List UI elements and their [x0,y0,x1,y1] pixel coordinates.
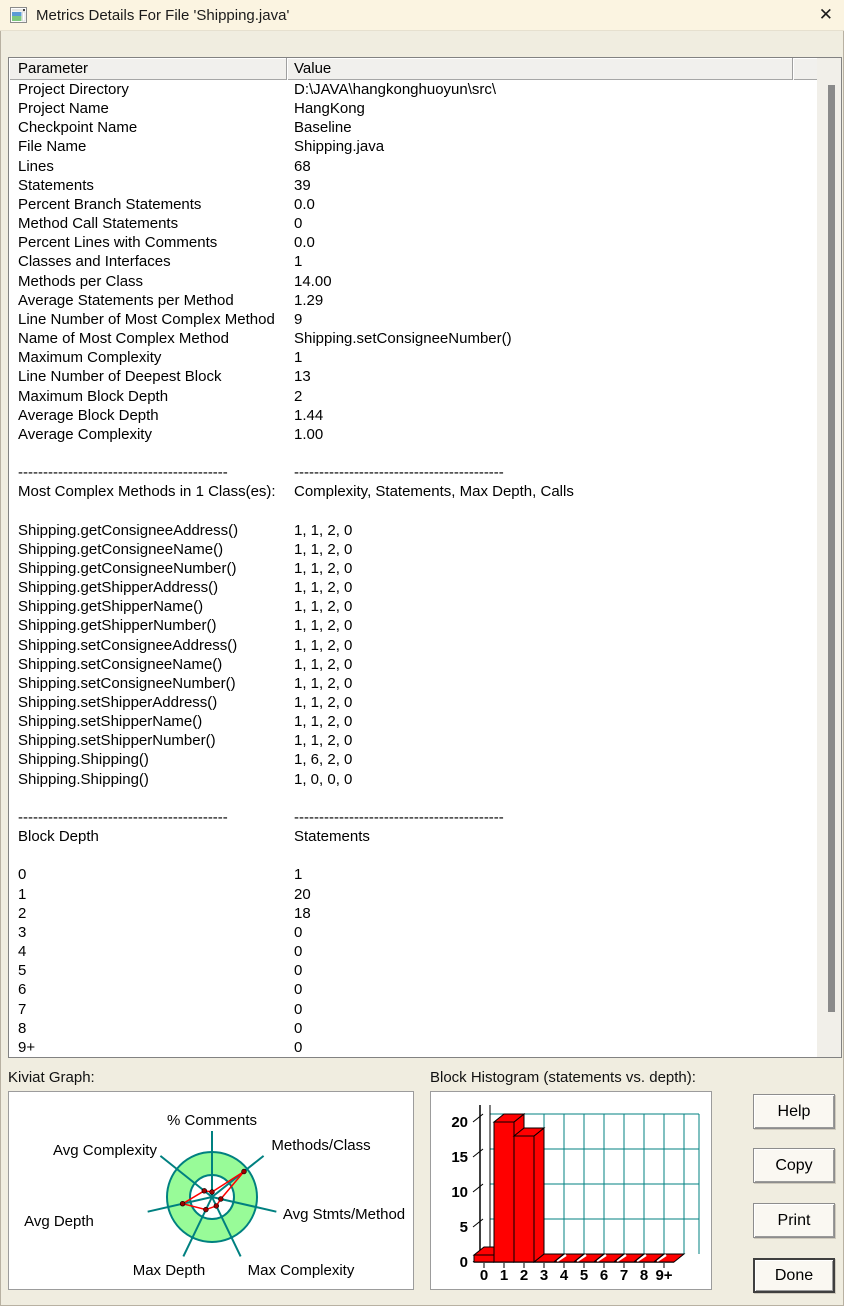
param-cell [9,501,287,520]
metrics-rows [9,80,817,1057]
kiviat-data-point [210,1190,215,1195]
table-row [9,731,817,750]
param-cell: Methods per Class [18,272,144,290]
kiviat-axis-label: Avg Depth [24,1212,94,1230]
kiviat-axis-label: % Comments [166,1111,258,1129]
param-cell [9,444,287,463]
value-cell: Shipping.java [294,138,385,156]
print-button[interactable]: Print [753,1203,835,1238]
value-cell: 1, 1, 2, 0 [294,674,353,692]
scrollbar-thumb[interactable] [828,85,835,1012]
param-cell: Most Complex Methods in 1 Class(es): [18,483,276,501]
param-cell: Maximum Block Depth [18,387,169,405]
table-row [9,310,817,329]
hist-bar-side [534,1128,544,1262]
value-cell: 0 [294,923,303,941]
table-row [9,482,817,501]
kiviat-data-point [204,1207,209,1212]
kiviat-data-point [242,1169,247,1174]
value-cell [287,444,817,463]
table-row [9,578,817,597]
hist-y-tick [473,1184,483,1192]
help-button[interactable]: Help [753,1094,835,1129]
table-row [9,904,817,923]
value-cell: 0 [294,1019,303,1037]
param-cell: 4 [18,943,27,961]
kiviat-data-point [180,1201,185,1206]
param-cell: Shipping.getConsigneeName() [18,540,224,558]
kiviat-data-point [202,1188,207,1193]
value-cell: 1, 1, 2, 0 [294,559,353,577]
kiviat-axis-label: Avg Stmts/Method [282,1205,406,1223]
kiviat-axis-label: Avg Complexity [53,1141,157,1159]
hist-y-tick-label: 0 [459,1254,468,1271]
hist-x-tick-label: 6 [599,1267,609,1284]
value-cell: Shipping.setConsigneeNumber() [294,330,512,348]
param-cell: Shipping.getShipperNumber() [18,617,217,635]
param-cell: 7 [18,1000,27,1018]
hist-x-tick-label: 7 [619,1267,629,1284]
value-cell: 1, 1, 2, 0 [294,713,353,731]
hist-y-tick-label: 5 [459,1219,468,1236]
table-row [9,597,817,616]
hist-y-tick [473,1149,483,1157]
copy-button[interactable]: Copy [753,1148,835,1183]
value-cell: 1.44 [294,406,324,424]
table-row [9,463,817,482]
param-cell: Method Call Statements [18,215,179,233]
table-row [9,348,817,367]
table-row [9,137,817,156]
hist-x-tick-label: 1 [499,1267,509,1284]
table-row [9,540,817,559]
hist-x-tick-label: 4 [559,1267,569,1284]
value-cell: 0 [294,1000,303,1018]
param-cell: Checkpoint Name [18,119,138,137]
hist-bar [514,1136,534,1262]
table-row [9,521,817,540]
value-cell: 1, 1, 2, 0 [294,617,353,635]
param-cell: Shipping.getShipperAddress() [18,579,219,597]
app-icon [10,7,27,23]
param-cell: 0 [18,866,27,884]
param-cell: Lines [18,157,54,175]
metrics-list [8,57,842,1058]
table-row [9,827,817,846]
param-cell: Percent Lines with Comments [18,234,218,252]
value-cell: 2 [294,387,303,405]
table-row [9,157,817,176]
table-row [9,616,817,635]
param-cell: Shipping.getConsigneeAddress() [18,521,239,539]
kiviat-data-point [214,1204,219,1209]
table-row [9,118,817,137]
value-cell: 1, 1, 2, 0 [294,732,353,750]
kiviat-axis-label: Max Complexity [247,1261,355,1279]
value-cell: ------------------------------------------ [294,808,504,826]
kiviat-axis-label: Max Depth [132,1261,206,1279]
value-cell: 0 [294,962,303,980]
table-row [9,444,817,463]
param-cell: Average Complexity [18,425,152,443]
title-bar [0,0,844,31]
param-cell: Shipping.setShipperName() [18,713,203,731]
value-cell: HangKong [294,100,365,118]
value-cell: 0 [294,981,303,999]
table-row [9,214,817,233]
param-cell: Shipping.Shipping() [18,751,149,769]
table-row [9,808,817,827]
value-cell: 1, 1, 2, 0 [294,540,353,558]
table-row [9,923,817,942]
hist-y-tick-label: 15 [451,1149,468,1166]
hist-x-tick-label: 0 [479,1267,489,1284]
table-row [9,885,817,904]
value-cell: 0 [294,943,303,961]
column-header-extra[interactable] [793,58,817,80]
table-row [9,770,817,789]
kiviat-graph [8,1091,414,1290]
table-row [9,272,817,291]
value-cell: 9 [294,310,303,328]
param-cell: 2 [18,904,27,922]
param-cell: 6 [18,981,27,999]
param-cell: 3 [18,923,27,941]
table-row [9,425,817,444]
table-row [9,329,817,348]
table-row [9,291,817,310]
column-header-parameter[interactable]: Parameter [9,58,287,80]
param-cell [9,846,287,865]
value-cell: 13 [294,368,311,386]
param-cell: Block Depth [18,828,99,846]
param-cell: ------------------------------------------ [18,464,228,482]
value-cell: 0.0 [294,195,315,213]
value-cell: Complexity, Statements, Max Depth, Calls [294,483,574,501]
table-row [9,559,817,578]
value-cell: 18 [294,904,311,922]
param-cell: Statements [18,176,94,194]
hist-y-tick [473,1219,483,1227]
table-row [9,712,817,731]
hist-bar [474,1255,494,1262]
param-cell: Classes and Interfaces [18,253,171,271]
value-cell: 1, 6, 2, 0 [294,751,353,769]
value-cell: 1, 1, 2, 0 [294,598,353,616]
value-cell: 1, 1, 2, 0 [294,521,353,539]
kiviat-data-point [218,1197,223,1202]
hist-x-tick-label: 8 [639,1267,649,1284]
table-row [9,99,817,118]
param-cell: 1 [18,885,27,903]
hist-x-tick-label: 3 [539,1267,549,1284]
value-cell [287,846,817,865]
param-cell: Line Number of Deepest Block [18,368,222,386]
hist-x-tick-label: 2 [519,1267,529,1284]
table-row [9,406,817,425]
hist-y-tick [473,1114,483,1122]
value-cell: 0.0 [294,234,315,252]
value-cell [287,789,817,808]
table-row [9,693,817,712]
param-cell: Name of Most Complex Method [18,330,229,348]
param-cell: Shipping.setShipperAddress() [18,694,218,711]
hist-y-tick-label: 20 [451,1114,468,1131]
param-cell: Shipping.Shipping() [18,770,149,788]
table-row [9,367,817,386]
value-cell: 1 [294,349,303,367]
param-cell: Shipping.setConsigneeName() [18,655,223,673]
table-row [9,252,817,271]
table-row [9,387,817,406]
table-row [9,789,817,808]
kiviat-axis-label: Methods/Class [271,1136,371,1154]
table-row [9,501,817,520]
hist-x-tick-label: 9+ [655,1267,673,1284]
hist-x-tick-label: 5 [579,1267,589,1284]
value-cell: 1, 1, 2, 0 [294,636,353,654]
value-cell: ------------------------------------------ [294,464,504,482]
table-row [9,846,817,865]
table-row [9,942,817,961]
window-title: Metrics Details For File 'Shipping.java' [36,6,290,24]
value-cell: 1, 1, 2, 0 [294,694,353,711]
value-cell: 0 [294,1038,303,1056]
vertical-scrollbar[interactable] [817,58,841,1057]
param-cell [9,789,287,808]
param-cell: Average Statements per Method [18,291,234,309]
param-cell: 8 [18,1019,27,1037]
param-cell: Shipping.setConsigneeNumber() [18,674,236,692]
list-header [9,58,817,80]
column-header-value[interactable]: Value [287,58,793,80]
param-cell: 5 [18,962,27,980]
table-row [9,195,817,214]
param-cell: File Name [18,138,87,156]
value-cell [287,501,817,520]
param-cell: Line Number of Most Complex Method [18,310,275,328]
table-row [9,636,817,655]
value-cell: D:\JAVA\hangkonghuoyun\src\ [294,81,497,98]
value-cell: 1.00 [294,425,324,443]
value-cell: 1 [294,253,303,271]
value-cell: 1, 1, 2, 0 [294,655,353,673]
param-cell: Maximum Complexity [18,349,162,367]
table-row [9,750,817,769]
param-cell: Shipping.getConsigneeNumber() [18,559,237,577]
param-cell: Project Directory [18,81,129,98]
done-button[interactable]: Done [753,1258,835,1293]
param-cell: Percent Branch Statements [18,195,202,213]
close-icon[interactable]: ✕ [818,5,833,24]
value-cell: Statements [294,828,370,846]
param-cell: Shipping.getShipperName() [18,598,204,616]
param-cell: 9+ [18,1038,36,1056]
table-row [9,674,817,693]
table-row [9,80,817,99]
table-row [9,233,817,252]
value-cell: 20 [294,885,311,903]
hist-bar [494,1122,514,1262]
value-cell: 1 [294,866,303,884]
value-cell: 39 [294,176,311,194]
table-row [9,980,817,999]
value-cell: 1, 1, 2, 0 [294,579,353,597]
table-row [9,865,817,884]
table-row [9,1038,817,1057]
histogram-label: Block Histogram (statements vs. depth): [430,1069,696,1086]
table-row [9,961,817,980]
table-row [9,176,817,195]
hist-y-tick-label: 10 [451,1184,468,1201]
kiviat-graph-label: Kiviat Graph: [8,1069,95,1086]
table-row [9,655,817,674]
value-cell: 14.00 [294,272,332,290]
param-cell: Shipping.setShipperNumber() [18,732,216,750]
value-cell: Baseline [294,119,352,137]
table-row [9,1019,817,1038]
block-histogram [430,1091,712,1290]
param-cell: Average Block Depth [18,406,159,424]
value-cell: 0 [294,215,303,233]
param-cell: ------------------------------------------ [18,808,228,826]
param-cell: Shipping.setConsigneeAddress() [18,636,238,654]
value-cell: 68 [294,157,311,175]
table-row [9,1000,817,1019]
param-cell: Project Name [18,100,109,118]
value-cell: 1.29 [294,291,324,309]
value-cell: 1, 0, 0, 0 [294,770,353,788]
